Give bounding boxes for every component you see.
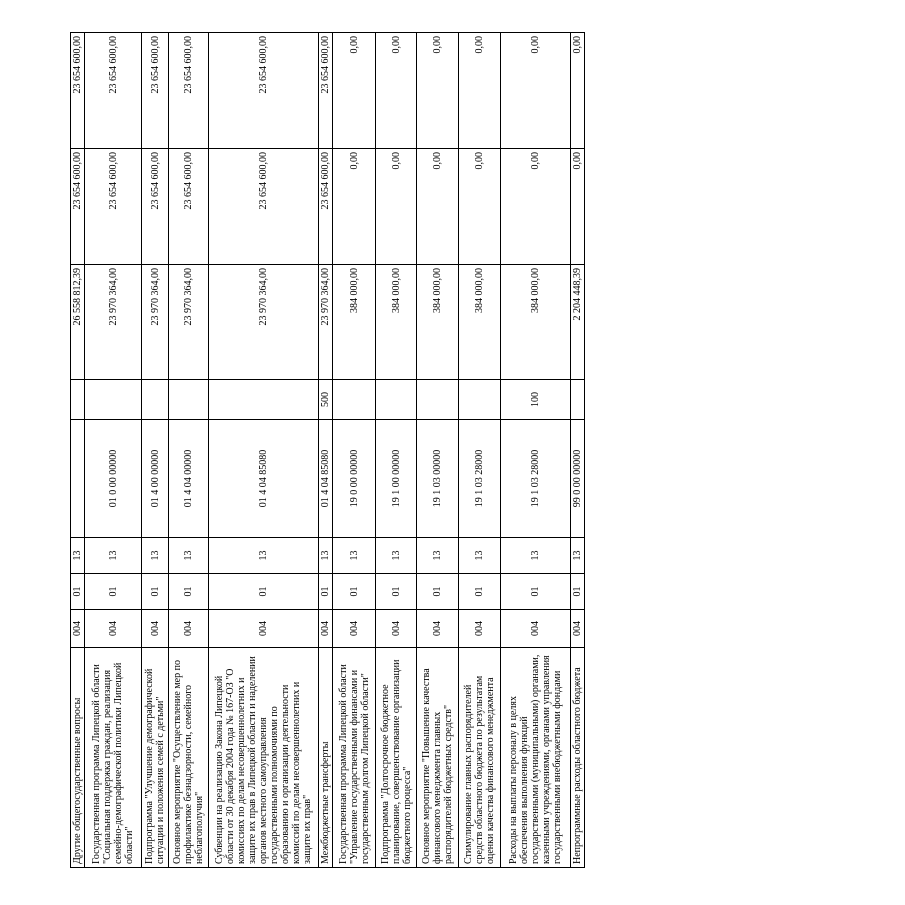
row-rz: 01 [85,574,142,610]
row-sum-1: 23 970 364,00 [319,265,333,380]
table-row [501,33,571,868]
row-ved: 004 [71,610,85,648]
table-row [319,33,333,868]
table-row [459,33,501,868]
row-sum-1: 26 558 812,39 [71,265,85,380]
row-ved: 004 [376,610,417,648]
row-csr: 19 1 03 00000 [417,420,459,538]
row-pr: 13 [376,538,417,574]
row-csr [71,420,85,538]
row-rz: 01 [142,574,169,610]
table-row [71,33,85,868]
row-rz: 01 [501,574,571,610]
row-sum-2: 0,00 [376,149,417,265]
row-sum-3: 23 654 600,00 [71,33,85,149]
row-pr: 13 [571,538,585,574]
row-sum-3: 0,00 [417,33,459,149]
row-sum-3: 23 654 600,00 [319,33,333,149]
table-row [169,33,209,868]
row-sum-1: 384 000,00 [501,265,571,380]
row-ved: 004 [459,610,501,648]
row-name: Подпрограмма "Долгосрочное бюджетное планирование, совершенствование организации бюджетного процесса" [376,648,417,868]
row-name: Государственная программа Липецкой области "Управление государственными финансами и государственным долгом Липецкой области" [333,648,376,868]
row-sum-1: 23 970 364,00 [169,265,209,380]
row-sum-2: 0,00 [501,149,571,265]
row-rz: 01 [169,574,209,610]
row-ved: 004 [209,610,319,648]
row-rz: 01 [417,574,459,610]
row-name: Подпрограмма "Улучшение демографической ситуации и положения семей с детьми" [142,648,169,868]
row-sum-2: 23 654 600,00 [209,149,319,265]
row-sum-2: 0,00 [417,149,459,265]
row-name: Стимулирование главных распорядителей средств областного бюджета по результатам оценки качества финансового менеджмента [459,648,501,868]
row-sum-2: 0,00 [459,149,501,265]
row-vr [333,380,376,420]
row-csr: 01 4 04 00000 [169,420,209,538]
row-vr [209,380,319,420]
row-sum-1: 23 970 364,00 [209,265,319,380]
row-sum-1: 384 000,00 [333,265,376,380]
row-vr [142,380,169,420]
table-row [571,33,585,868]
row-name: Расходы на выплаты персоналу в целях обеспечения выполнения функций государственными (муниципальными) органами, казенными учреждениями, органами управления государственными внебюджетными фондами [501,648,571,868]
row-sum-1: 384 000,00 [459,265,501,380]
row-rz: 01 [571,574,585,610]
row-pr: 13 [169,538,209,574]
row-sum-2: 0,00 [333,149,376,265]
row-sum-2: 0,00 [571,149,585,265]
row-name: Основное мероприятие "Осуществление мер по профилактике безнадзорности, семейного неблагополучия" [169,648,209,868]
rotated-page [70,33,905,864]
row-name: Государственная программа Липецкой области "Социальная поддержка граждан, реализация семейно-демографической политики Липецкой области" [85,648,142,868]
row-rz: 01 [333,574,376,610]
row-vr: 500 [319,380,333,420]
table-row [417,33,459,868]
row-name: Межбюджетные трансферты [319,648,333,868]
row-sum-3: 0,00 [333,33,376,149]
table-row [333,33,376,868]
row-name: Непрограммные расходы областного бюджета [571,648,585,868]
row-rz: 01 [459,574,501,610]
row-pr: 13 [417,538,459,574]
row-pr: 13 [333,538,376,574]
row-vr [169,380,209,420]
row-name: Субвенции на реализацию Закона Липецкой области от 30 декабря 2004 года № 167-ОЗ "О комиссиях по делам несовершеннолетних и защите их прав в Липецкой области и наделении органов местного самоуправления государственными полномочиями по образованию и организации деятельности комиссий по делам несовершеннолетних и защите их прав" [209,648,319,868]
row-sum-1: 384 000,00 [417,265,459,380]
row-rz: 01 [376,574,417,610]
row-vr [417,380,459,420]
row-sum-3: 23 654 600,00 [85,33,142,149]
table-row [209,33,319,868]
row-rz: 01 [209,574,319,610]
row-sum-2: 23 654 600,00 [71,149,85,265]
row-vr [71,380,85,420]
row-csr: 19 0 00 00000 [333,420,376,538]
row-csr: 99 0 00 00000 [571,420,585,538]
row-csr: 19 1 03 28000 [459,420,501,538]
row-sum-3: 0,00 [376,33,417,149]
row-pr: 13 [85,538,142,574]
row-csr: 01 4 00 00000 [142,420,169,538]
row-rz: 01 [71,574,85,610]
row-name: Основное мероприятие "Повышение качества финансового менеджмента главных распорядителей бюджетных средств" [417,648,459,868]
row-vr [376,380,417,420]
row-csr: 01 4 04 85080 [209,420,319,538]
table-row [376,33,417,868]
rotated-content [70,33,583,868]
row-ved: 004 [417,610,459,648]
row-vr [85,380,142,420]
row-sum-3: 23 654 600,00 [169,33,209,149]
row-csr: 19 1 03 28000 [501,420,571,538]
row-pr: 13 [71,538,85,574]
row-ved: 004 [501,610,571,648]
row-pr: 13 [142,538,169,574]
row-sum-1: 23 970 364,00 [85,265,142,380]
row-vr [459,380,501,420]
row-pr: 13 [319,538,333,574]
row-sum-3: 23 654 600,00 [209,33,319,149]
row-sum-3: 23 654 600,00 [142,33,169,149]
row-ved: 004 [333,610,376,648]
row-sum-1: 2 204 448,39 [571,265,585,380]
row-sum-2: 23 654 600,00 [319,149,333,265]
row-ved: 004 [169,610,209,648]
row-sum-3: 0,00 [459,33,501,149]
table-row [85,33,142,868]
row-pr: 13 [501,538,571,574]
row-sum-2: 23 654 600,00 [142,149,169,265]
row-ved: 004 [142,610,169,648]
row-sum-3: 0,00 [501,33,571,149]
row-csr: 19 1 00 00000 [376,420,417,538]
row-sum-2: 23 654 600,00 [85,149,142,265]
row-vr [571,380,585,420]
row-csr: 01 0 00 00000 [85,420,142,538]
row-sum-1: 384 000,00 [376,265,417,380]
row-sum-2: 23 654 600,00 [169,149,209,265]
row-name: Другие общегосударственные вопросы [71,648,85,868]
budget-table [70,32,585,868]
row-sum-1: 23 970 364,00 [142,265,169,380]
row-pr: 13 [459,538,501,574]
row-rz: 01 [319,574,333,610]
row-vr: 100 [501,380,571,420]
row-ved: 004 [571,610,585,648]
table-row [142,33,169,868]
row-csr: 01 4 04 85080 [319,420,333,538]
row-pr: 13 [209,538,319,574]
row-ved: 004 [319,610,333,648]
row-ved: 004 [85,610,142,648]
row-sum-3: 0,00 [571,33,585,149]
